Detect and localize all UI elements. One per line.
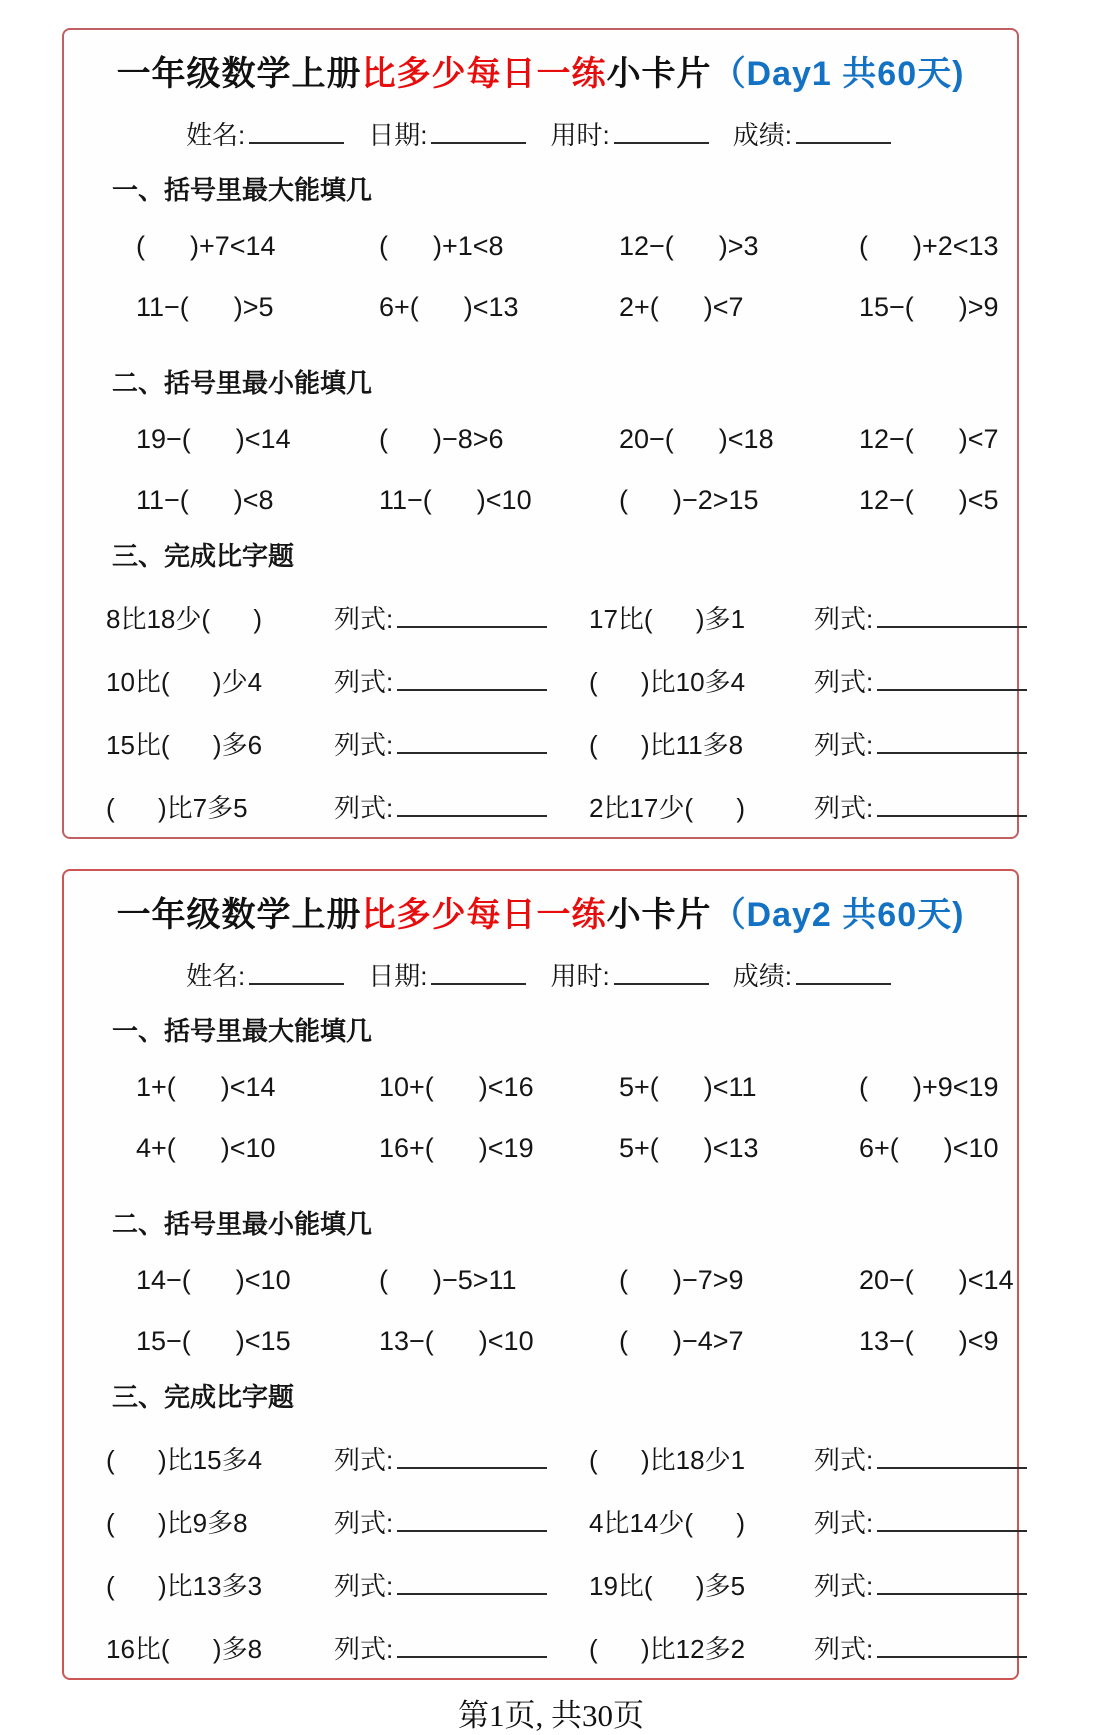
date-blank-line <box>431 963 526 985</box>
date-field <box>368 956 526 993</box>
equation-label: 列式: <box>814 1445 874 1475</box>
name-label: 姓名: <box>186 961 246 991</box>
compare-problem: 17比( )多1 <box>589 604 746 634</box>
math-expression: 5+( )<11 <box>619 1072 757 1102</box>
math-expression: 4+( )<10 <box>136 1133 276 1163</box>
equation-field <box>334 662 589 699</box>
equation-label: 列式: <box>334 793 394 823</box>
equation-field <box>334 788 589 825</box>
score-blank-line <box>796 963 891 985</box>
equation-label: 列式: <box>814 1508 874 1538</box>
time-used-field <box>550 956 708 993</box>
time-used-field <box>550 115 708 152</box>
compare-problem: 8比18少( ) <box>106 604 263 634</box>
math-expression: 11−( )<10 <box>379 485 532 515</box>
section2-row2 <box>86 485 999 516</box>
name-blank-line <box>249 963 344 985</box>
section3-heading: 三、完成比字题 <box>112 541 295 571</box>
section3-row3 <box>86 1566 995 1603</box>
equation-blank-line <box>397 1573 547 1595</box>
time-used-blank-line <box>614 122 709 144</box>
equation-field <box>814 599 1027 636</box>
date-label: 日期: <box>368 120 428 150</box>
section1-heading: 一、括号里最大能填几 <box>112 1016 373 1046</box>
math-expression: 14−( )<10 <box>136 1265 291 1295</box>
score-label: 成绩: <box>732 120 792 150</box>
equation-field <box>814 1629 1027 1666</box>
score-field <box>733 956 891 993</box>
section1-row2 <box>86 292 999 323</box>
equation-field <box>814 788 1027 825</box>
section2-row1 <box>86 1265 1014 1296</box>
section2-heading: 二、括号里最小能填几 <box>112 1209 373 1239</box>
equation-label: 列式: <box>814 730 874 760</box>
time-used-label: 用时: <box>550 120 610 150</box>
math-expression: 20−( )<14 <box>859 1265 1014 1295</box>
equation-blank-line <box>397 1510 547 1532</box>
math-expression: 16+( )<19 <box>379 1133 534 1163</box>
equation-field <box>334 599 589 636</box>
equation-blank-line <box>397 1447 547 1469</box>
section1-row2 <box>86 1133 999 1164</box>
info-row <box>186 956 995 993</box>
math-expression: 15−( )<15 <box>136 1326 291 1356</box>
math-expression: ( )−5>11 <box>379 1265 517 1295</box>
equation-label: 列式: <box>814 667 874 697</box>
equation-label: 列式: <box>334 1445 394 1475</box>
date-label: 日期: <box>368 961 428 991</box>
card-title <box>86 46 995 95</box>
math-expression: 11−( )>5 <box>136 292 274 322</box>
equation-field <box>814 1503 1027 1540</box>
equation-label: 列式: <box>334 667 394 697</box>
card-title <box>86 887 995 936</box>
section2-row2 <box>86 1326 999 1357</box>
equation-blank-line <box>877 795 1027 817</box>
equation-field <box>334 1566 589 1603</box>
title-grade-part: 一年级数学上册 <box>116 896 362 934</box>
compare-problem: ( )比18少1 <box>589 1445 746 1475</box>
equation-label: 列式: <box>814 604 874 634</box>
compare-problem: 19比( )多5 <box>589 1571 746 1601</box>
compare-problem: ( )比7多5 <box>106 793 248 823</box>
equation-field <box>334 1440 589 1477</box>
section3-row2 <box>86 1503 995 1540</box>
math-expression: 10+( )<16 <box>379 1072 534 1102</box>
math-expression: 2+( )<7 <box>619 292 744 322</box>
name-blank-line <box>249 122 344 144</box>
math-expression: 1+( )<14 <box>136 1072 276 1102</box>
equation-label: 列式: <box>334 1571 394 1601</box>
equation-blank-line <box>397 1636 547 1658</box>
section3-row3 <box>86 725 995 762</box>
practice-card-day2 <box>62 869 1019 1680</box>
equation-field <box>334 1503 589 1540</box>
equation-label: 列式: <box>334 604 394 634</box>
equation-label: 列式: <box>814 1634 874 1664</box>
equation-field <box>814 725 1027 762</box>
math-expression: ( )+2<13 <box>859 231 999 261</box>
time-used-blank-line <box>614 963 709 985</box>
compare-problem: 16比( )多8 <box>106 1634 263 1664</box>
section1-row1 <box>86 231 999 262</box>
math-expression: 15−( )>9 <box>859 292 999 322</box>
title-day-part: （Day2 共60天) <box>711 896 965 934</box>
equation-blank-line <box>877 606 1027 628</box>
math-expression: 11−( )<8 <box>136 485 274 515</box>
math-expression: 19−( )<14 <box>136 424 291 454</box>
equation-label: 列式: <box>334 1508 394 1538</box>
section1-heading: 一、括号里最大能填几 <box>112 175 373 205</box>
time-used-label: 用时: <box>550 961 610 991</box>
equation-label: 列式: <box>814 1571 874 1601</box>
equation-blank-line <box>397 732 547 754</box>
math-expression: 12−( )<7 <box>859 424 999 454</box>
compare-problem: 10比( )少4 <box>106 667 263 697</box>
compare-problem: 2比17少( ) <box>589 793 746 823</box>
equation-field <box>814 662 1027 699</box>
equation-field <box>814 1440 1027 1477</box>
section1-row1 <box>86 1072 999 1103</box>
practice-card-day1 <box>62 28 1019 839</box>
name-field <box>186 115 344 152</box>
equation-blank-line <box>397 669 547 691</box>
section2-heading: 二、括号里最小能填几 <box>112 368 373 398</box>
equation-field <box>334 1629 589 1666</box>
equation-field <box>334 725 589 762</box>
page-number-footer: 第1页, 共30页 <box>458 1698 644 1733</box>
section3-row4 <box>86 1629 995 1666</box>
math-expression: ( )−2>15 <box>619 485 759 515</box>
compare-problem: ( )比10多4 <box>589 667 746 697</box>
name-label: 姓名: <box>186 120 246 150</box>
equation-label: 列式: <box>334 730 394 760</box>
compare-problem: ( )比12多2 <box>589 1634 746 1664</box>
math-expression: ( )−8>6 <box>379 424 504 454</box>
equation-field <box>814 1566 1027 1603</box>
math-expression: ( )+1<8 <box>379 231 504 261</box>
section3-row2 <box>86 662 995 699</box>
compare-problem: 4比14少( ) <box>589 1508 746 1538</box>
compare-problem: 15比( )多6 <box>106 730 263 760</box>
score-field <box>733 115 891 152</box>
equation-label: 列式: <box>334 1634 394 1664</box>
equation-blank-line <box>877 1447 1027 1469</box>
title-day-part: （Day1 共60天) <box>711 55 965 93</box>
title-topic-part: 比多少每日一练 <box>361 55 607 93</box>
equation-blank-line <box>877 1510 1027 1532</box>
math-expression: 12−( )>3 <box>619 231 759 261</box>
date-field <box>368 115 526 152</box>
math-expression: 13−( )<9 <box>859 1326 999 1356</box>
title-topic-part: 比多少每日一练 <box>361 896 607 934</box>
equation-blank-line <box>877 1636 1027 1658</box>
equation-blank-line <box>397 795 547 817</box>
title-grade-part: 一年级数学上册 <box>116 55 362 93</box>
compare-problem: ( )比11多8 <box>589 730 744 760</box>
math-expression: 5+( )<13 <box>619 1133 759 1163</box>
equation-blank-line <box>877 1573 1027 1595</box>
math-expression: ( )−4>7 <box>619 1326 744 1356</box>
equation-label: 列式: <box>814 793 874 823</box>
compare-problem: ( )比15多4 <box>106 1445 263 1475</box>
compare-problem: ( )比13多3 <box>106 1571 263 1601</box>
math-expression: ( )+9<19 <box>859 1072 999 1102</box>
math-expression: 12−( )<5 <box>859 485 999 515</box>
math-expression: 6+( )<10 <box>859 1133 999 1163</box>
score-label: 成绩: <box>732 961 792 991</box>
section3-row1 <box>86 599 995 636</box>
math-expression: ( )+7<14 <box>136 231 276 261</box>
date-blank-line <box>431 122 526 144</box>
name-field <box>186 956 344 993</box>
math-expression: 6+( )<13 <box>379 292 519 322</box>
compare-problem: ( )比9多8 <box>106 1508 248 1538</box>
math-expression: 13−( )<10 <box>379 1326 534 1356</box>
section3-row1 <box>86 1440 995 1477</box>
equation-blank-line <box>397 606 547 628</box>
math-expression: 20−( )<18 <box>619 424 774 454</box>
equation-blank-line <box>877 732 1027 754</box>
score-blank-line <box>796 122 891 144</box>
math-expression: ( )−7>9 <box>619 1265 744 1295</box>
info-row <box>186 115 995 152</box>
title-card-part: 小卡片 <box>606 55 712 93</box>
equation-blank-line <box>877 669 1027 691</box>
section3-heading: 三、完成比字题 <box>112 1382 295 1412</box>
title-card-part: 小卡片 <box>606 896 712 934</box>
section2-row1 <box>86 424 999 455</box>
worksheet-page <box>0 28 1102 1733</box>
section3-row4 <box>86 788 995 825</box>
